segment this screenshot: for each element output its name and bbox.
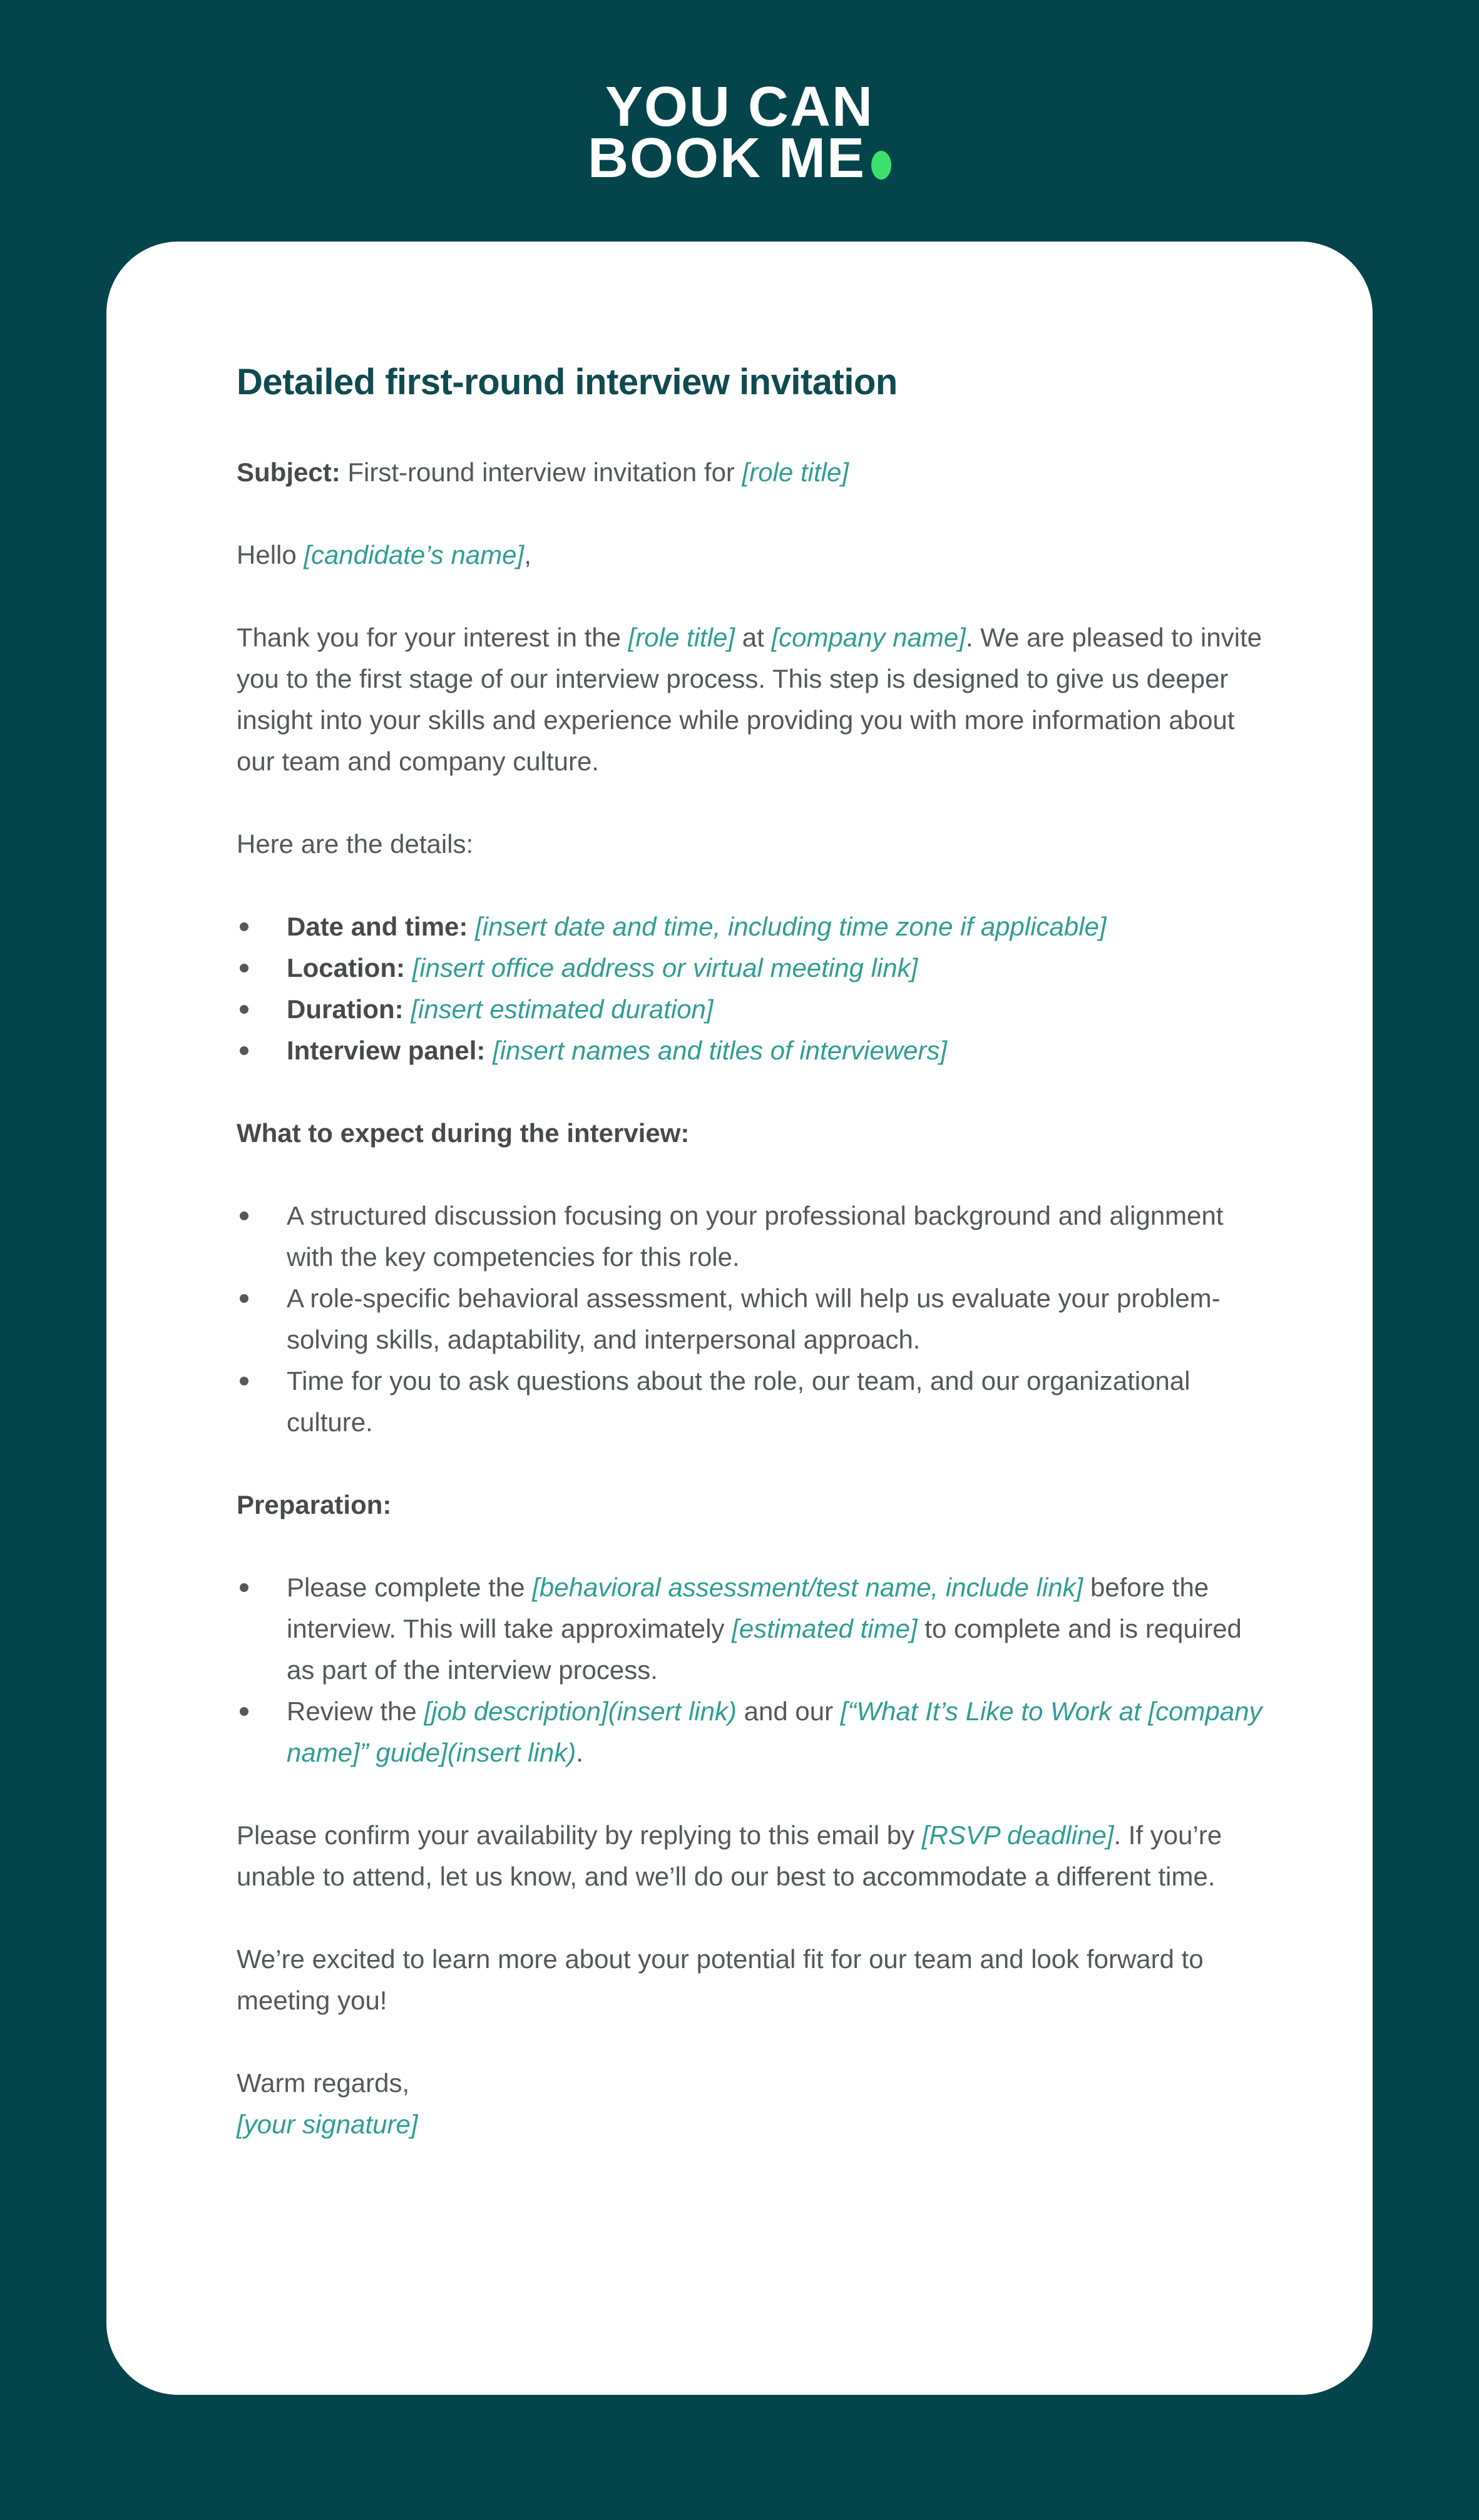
email-body: [237, 452, 1269, 2145]
text: [468, 912, 475, 941]
paragraph: [237, 1939, 1269, 2021]
text: Here are the details:: [237, 829, 474, 859]
list-item: [237, 906, 1269, 947]
text: Review the: [287, 1696, 424, 1726]
paragraph: [237, 1113, 1269, 1154]
paragraph: [237, 534, 1269, 576]
text: First-round interview invitation for: [340, 457, 742, 487]
list-item: [237, 1030, 1269, 1071]
placeholder-text: [candidate’s name]: [304, 540, 525, 569]
text: . If you’re unable to attend, let us know, and we’ll do our best to accommodate a different time.: [237, 1820, 1222, 1891]
text: to complete and is required as part of the interview process.: [287, 1614, 1242, 1685]
placeholder-text: [company name]: [771, 623, 966, 652]
list-item: [237, 1691, 1269, 1773]
text: Time for you to ask questions about the role, our team, and our organizational culture.: [287, 1366, 1190, 1437]
paragraph: [237, 1484, 1269, 1526]
text: [485, 1036, 493, 1065]
bold-text: Preparation:: [237, 1490, 392, 1519]
bullet-list: [237, 1195, 1269, 1443]
brand-logo: [0, 76, 1479, 190]
email-template-card: [106, 242, 1373, 2395]
placeholder-text: [your signature]: [237, 2109, 418, 2139]
bold-text: Duration:: [287, 994, 404, 1024]
list-item: [237, 989, 1269, 1030]
bold-text: Date and time:: [287, 912, 468, 941]
placeholder-text: [insert date and time, including time zone if applicable]: [475, 912, 1107, 941]
text: before the interview. This will take approximately: [287, 1573, 1209, 1643]
paragraph: [237, 2063, 1269, 2104]
bold-text: Subject:: [237, 457, 340, 487]
list-item: [237, 1195, 1269, 1278]
placeholder-text: [job description](insert link): [424, 1696, 737, 1726]
text: [404, 994, 411, 1024]
placeholder-text: [insert estimated duration]: [411, 994, 714, 1024]
placeholder-text: [“What It’s Like to Work at [company name]” guide](insert link): [287, 1696, 1262, 1767]
logo-dot-icon: [871, 151, 891, 180]
placeholder-text: [role title]: [742, 457, 849, 487]
bullet-list: [237, 906, 1269, 1071]
logo-line-1: YOU CAN: [605, 76, 874, 138]
text: A structured discussion focusing on your professional background and alignment with the key competencies for this role.: [287, 1201, 1224, 1272]
paragraph: [237, 1815, 1269, 1897]
text: ,: [524, 540, 531, 569]
paragraph: [237, 452, 1269, 493]
text: [405, 953, 412, 982]
placeholder-text: [role title]: [628, 623, 735, 652]
text: Please complete the: [287, 1573, 533, 1602]
placeholder-text: [insert names and titles of interviewers]: [493, 1036, 948, 1065]
list-item: [237, 947, 1269, 989]
paragraph: [237, 617, 1269, 782]
bold-text: Interview panel:: [287, 1036, 486, 1065]
list-item: [237, 1360, 1269, 1443]
list-item: [237, 1567, 1269, 1691]
bold-text: Location:: [287, 953, 405, 982]
logo-line-2: [0, 127, 1479, 190]
text: Hello: [237, 540, 304, 569]
text: We’re excited to learn more about your potential fit for our team and look forward to meeting you!: [237, 1944, 1204, 2015]
placeholder-text: [RSVP deadline]: [921, 1820, 1114, 1850]
text: and our: [736, 1696, 841, 1726]
template-title: Detailed first-round interview invitation: [237, 362, 898, 402]
placeholder-text: [insert office address or virtual meeting link]: [412, 953, 918, 982]
text: .: [576, 1738, 583, 1767]
bold-text: What to expect during the interview:: [237, 1118, 690, 1148]
paragraph: [237, 2104, 1269, 2145]
text: Please confirm your availability by replying to this email by: [237, 1820, 922, 1850]
list-item: [237, 1278, 1269, 1360]
text: . We are pleased to invite you to the first stage of our interview process. This step is designed to give us deeper insight into your skills and experience while providing you with more information about our team and company culture.: [237, 623, 1262, 776]
paragraph: [237, 824, 1269, 865]
text: A role-specific behavioral assessment, which will help us evaluate your problem-solving skills, adaptability, and interpersonal approach.: [287, 1283, 1221, 1354]
bullet-list: [237, 1567, 1269, 1773]
logo-line-2-text: BOOK ME: [587, 127, 866, 190]
text: at: [735, 623, 772, 652]
placeholder-text: [behavioral assessment/test name, include link]: [532, 1573, 1083, 1602]
text: Warm regards,: [237, 2068, 410, 2098]
placeholder-text: [estimated time]: [732, 1614, 918, 1643]
text: Thank you for your interest in the: [237, 623, 628, 652]
